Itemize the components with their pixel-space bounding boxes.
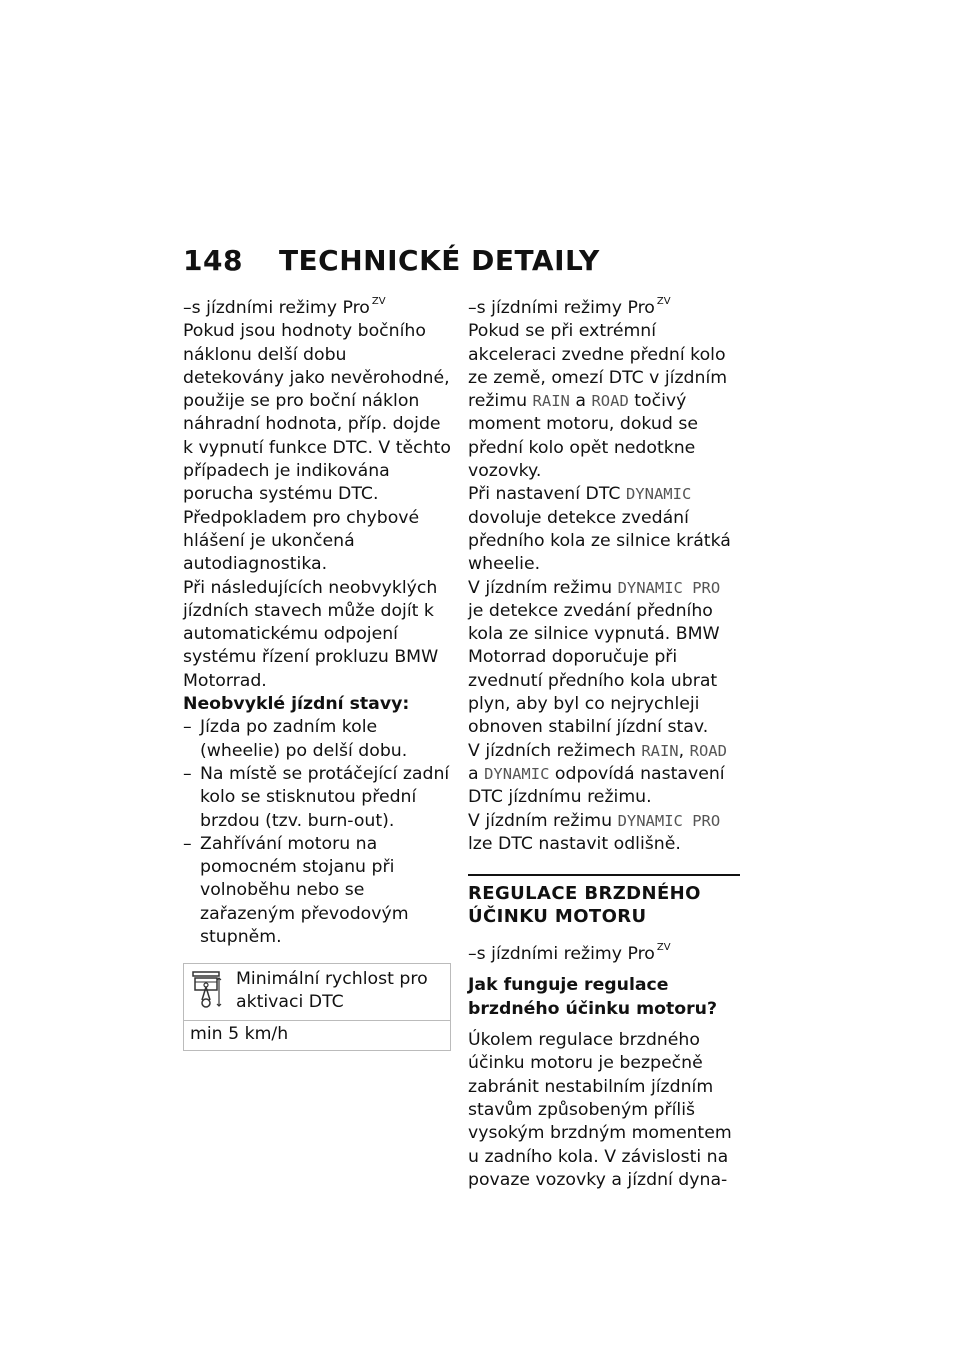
mode-rain: RAIN <box>532 392 570 411</box>
page-header <box>183 244 600 277</box>
unusual-states-list <box>183 716 451 949</box>
paragraph-lean-angle: Pokud jsou hodnoty bočního náklonu delší dobu detekovány jako nevěrohodné, použije se pro boční náklon náhradní hodnota, příp. dojde k vypnutí funkce DTC. V těchto případech je indikována porucha systému DTC. Předpokladem pro chybové hlášení je ukončená autodiagnostika. <box>183 321 451 575</box>
zv-superscript: ZV <box>656 296 671 307</box>
paragraph-wheelie: Pokud se při extrémní akceleraci zvedne přední kolo ze země, omezí DTC v jízdním režimu RAIN a ROAD točivý moment motoru, dokud se přední kolo opět nedotkne vozovky. <box>468 321 728 482</box>
unusual-states-heading: Neobvyklé jízdní stavy: <box>183 694 410 715</box>
paragraph-modes: V jízdních režimech RAIN, ROAD a DYNAMIC odpovídá nastavení DTC jízdnímu režimu. <box>468 740 727 808</box>
list-item: – Zahřívání motoru na pomocném stojanu při volnoběhu nebo se zařazeným převodovým stupněm. <box>183 833 451 949</box>
list-item: – Na místě se protáčející zadní kolo se stisknutou přední brzdou (tzv. burn-out). <box>183 763 451 833</box>
mode-dynamic-pro: DYNAMIC PRO <box>617 811 721 830</box>
question-heading: Jak funguje regulace brzdného účinku motoru? <box>468 975 717 1019</box>
mode-intro: –s jízdními režimy Pro $^{ZV}$ <box>468 296 671 318</box>
mode-dynamic: DYNAMIC <box>484 764 550 783</box>
zv-superscript: ZV <box>371 296 386 307</box>
paragraph-dynamic-pro-setting: V jízdním režimu DYNAMIC PRO lze DTC nastavit odlišně. <box>468 810 721 854</box>
spec-value: min 5 km/h <box>190 1024 289 1045</box>
piston-icon <box>190 970 224 1010</box>
spec-label: Minimální rychlost pro aktivaci DTC <box>236 969 428 1013</box>
left-column <box>183 290 451 1051</box>
mode-dynamic-pro: DYNAMIC PRO <box>617 578 721 597</box>
paragraph-auto-disable: Při následujících neobvyklých jízdních stavech může dojít k automatickému odpojení systému řízení prokluzu BMW Motorrad. <box>183 577 439 691</box>
section-title: REGULACE BRZDNÉHO ÚČINKU MOTORU <box>468 874 740 928</box>
page-number: 148 <box>183 244 243 277</box>
mode-road: ROAD <box>591 392 629 411</box>
paragraph-engine-brake: Úkolem regulace brzdného účinku motoru je bezpečně zabránit nestabilním jízdním stavům způsobeným příliš vysokým brzdným momentem u zadního kola. V závislosti na povaze vozovky a jízdní dyna- <box>468 1030 732 1190</box>
mode-intro: –s jízdními režimy Pro $^{ZV}$ <box>183 296 386 318</box>
chapter-title: TECHNICKÉ DETAILY <box>278 244 600 277</box>
mode-intro: –s jízdními režimy Pro $^{ZV}$ <box>468 942 671 965</box>
right-column <box>468 290 740 1192</box>
spec-table-header <box>184 964 450 1021</box>
list-item: – Jízda po zadním kole (wheelie) po delší dobu. <box>183 716 451 763</box>
mode-dynamic: DYNAMIC <box>625 485 692 504</box>
mode-road: ROAD <box>689 741 727 760</box>
zv-superscript: ZV <box>656 942 671 954</box>
paragraph-dynamic: Při nastavení DTC DYNAMIC dovoluje detekce zvedání předního kola ze silnice krátká wheelie. <box>468 484 731 575</box>
spec-table <box>183 963 451 1050</box>
mode-rain: RAIN <box>641 741 679 760</box>
paragraph-dynamic-pro: V jízdním režimu DYNAMIC PRO je detekce zvedání předního kola ze silnice vypnutá. BMW Motorrad doporučuje při zvednutí předního kola ubrat plyn, aby byl co nejrychleji obnoven stabilní jízdní stav. <box>468 577 721 738</box>
